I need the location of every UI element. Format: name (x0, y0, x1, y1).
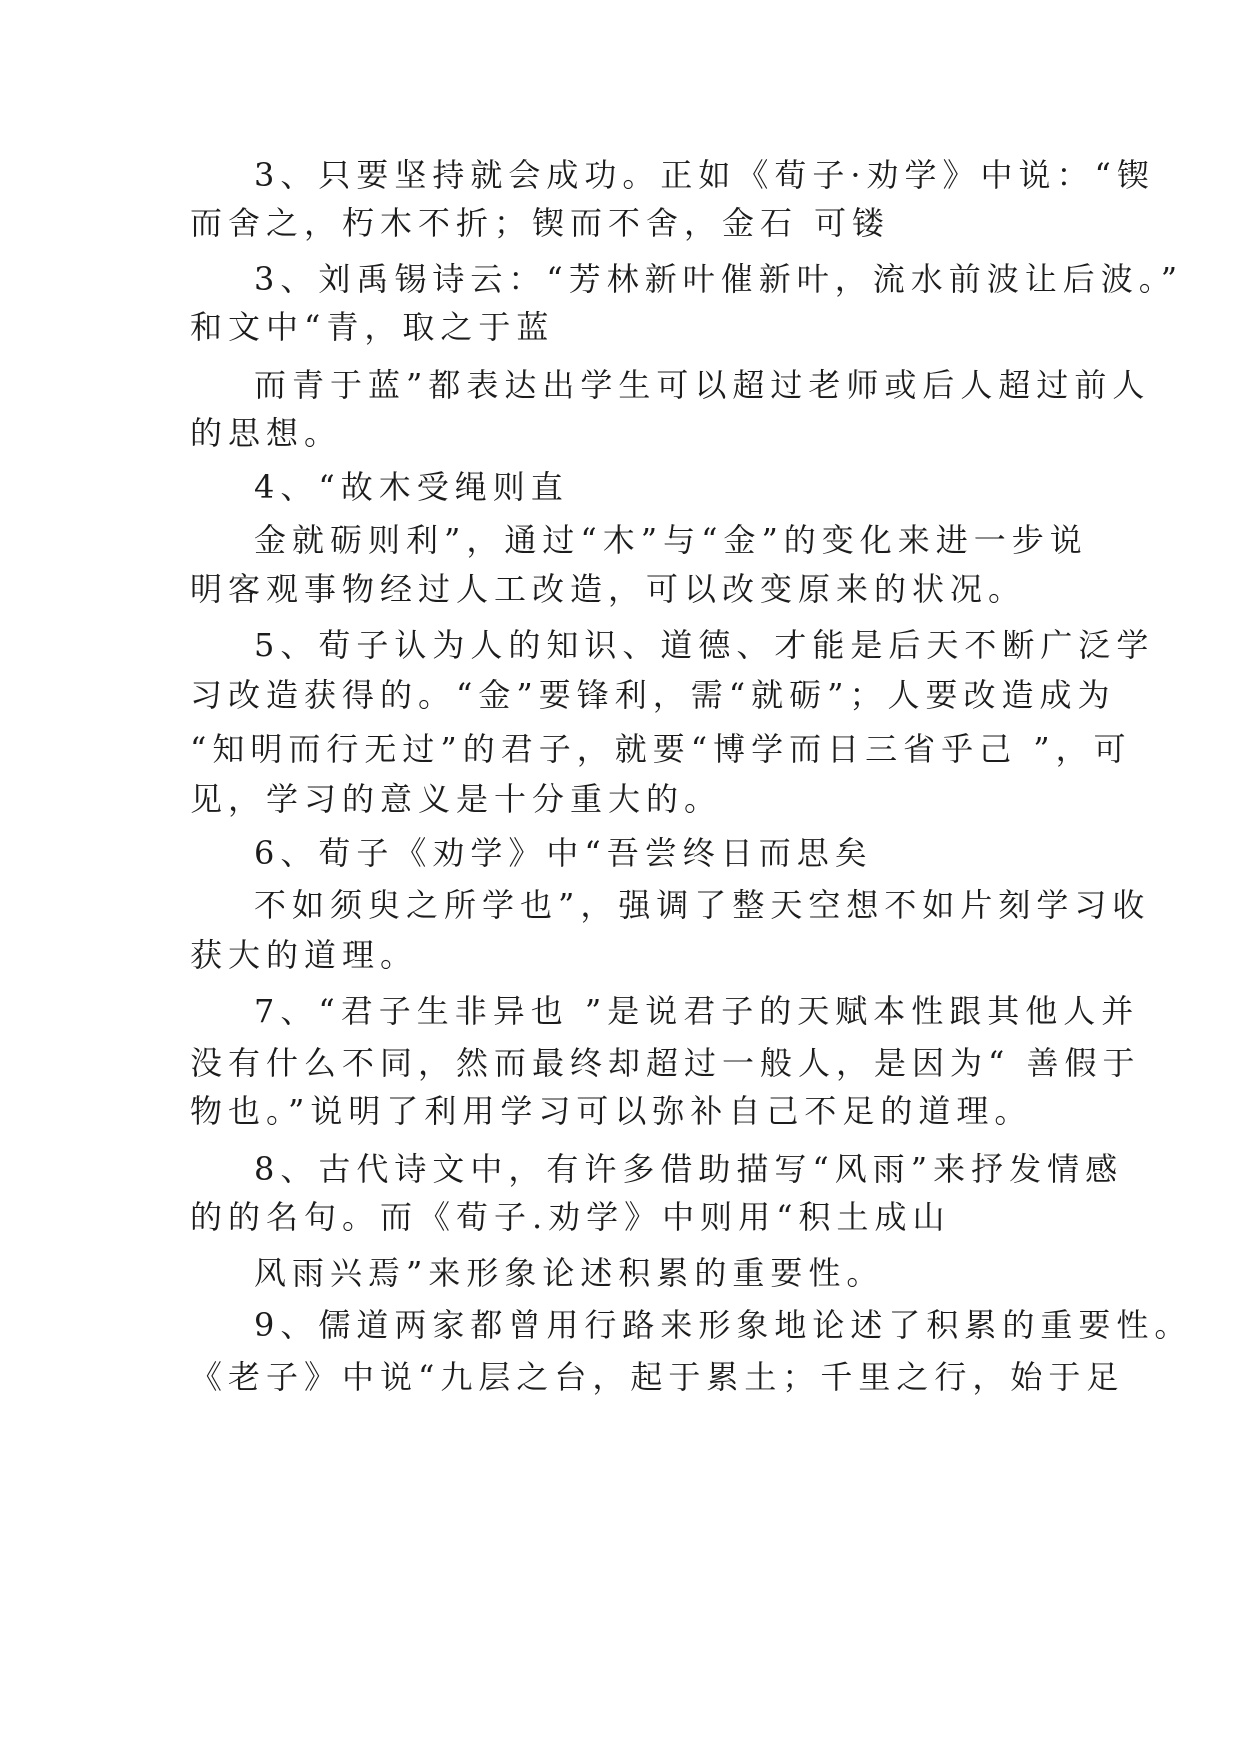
text-line: 金就砺则利”，通过“木”与“金”的变化来进一步说 (254, 521, 1088, 559)
text-line: 6、荀子《劝学》中“吾尝终日而思矣 (254, 834, 873, 872)
text-line: “知明而行无过”的君子，就要“博学而日三省乎己 ”，可 (190, 730, 1132, 768)
text-line: 没有什么不同，然而最终却超过一般人，是因为“ 善假于 (190, 1044, 1141, 1082)
text-line: 而舍之，朽木不折；锲而不舍，金石 可镂 (190, 204, 891, 242)
text-line: 的思想。 (190, 414, 343, 452)
text-line: 而青于蓝”都表达出学生可以超过老师或后人超过前人 (254, 366, 1151, 404)
text-line: 明客观事物经过人工改造，可以改变原来的状况。 (190, 570, 1027, 608)
text-line: 3、刘禹锡诗云：“芳林新叶催新叶，流水前波让后波。” (254, 260, 1184, 298)
text-line: 的的名句。而《荀子.劝学》中则用“积土成山 (190, 1198, 951, 1236)
text-line: 和文中“青，取之于蓝 (190, 308, 555, 346)
text-line: 不如须臾之所学也”，强调了整天空想不如片刻学习收 (254, 886, 1151, 924)
text-line: 习改造获得的。“金”要锋利，需“就砺”；人要改造成为 (190, 676, 1116, 714)
text-line: 风雨兴焉”来形象论述积累的重要性。 (254, 1254, 885, 1292)
text-line: 见，学习的意义是十分重大的。 (190, 780, 723, 818)
text-line: 5、荀子认为人的知识、道德、才能是后天不断广泛学 (254, 626, 1155, 664)
text-line: 获大的道理。 (190, 936, 419, 974)
text-line: 物也。”说明了利用学习可以弥补自己不足的道理。 (190, 1092, 1033, 1130)
text-line: 《老子》中说“九层之台，起于累土；千里之行，始于足 (190, 1358, 1125, 1396)
text-line: 3、只要坚持就会成功。正如《荀子·劝学》中说：“锲 (254, 156, 1155, 194)
text-line: 8、古代诗文中，有许多借助描写“风雨”来抒发情感 (254, 1150, 1124, 1188)
text-line: 7、“君子生非异也 ”是说君子的天赋本性跟其他人并 (254, 992, 1140, 1030)
text-line: 9、儒道两家都曾用行路来形象地论述了积累的重要性。 (254, 1306, 1193, 1344)
text-line: 4、“故木受绳则直 (254, 468, 569, 506)
